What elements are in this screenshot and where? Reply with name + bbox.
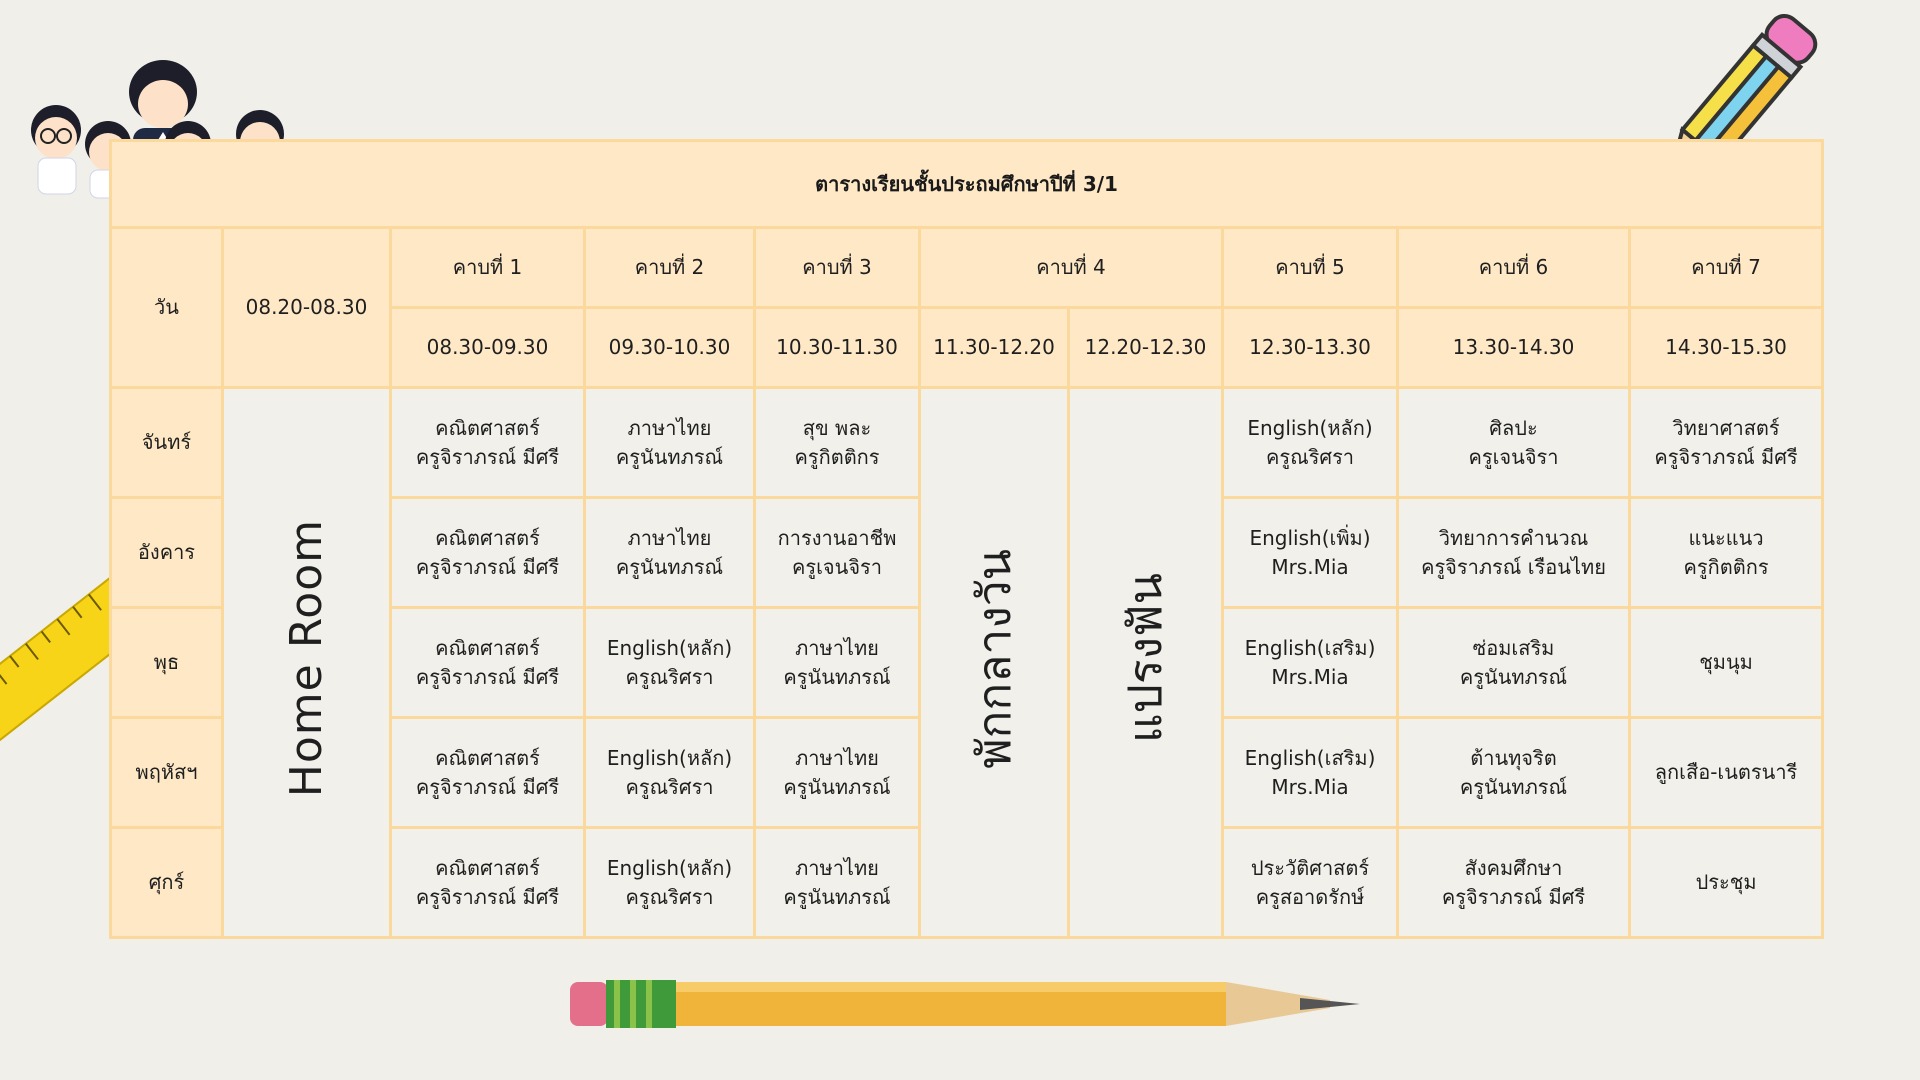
class-cell: ภาษาไทย ครูนันทภรณ์ — [585, 388, 755, 498]
class-cell: สังคมศึกษา ครูจิราภรณ์ มีศรี — [1398, 828, 1630, 938]
class-cell: English(เพิ่ม) Mrs.Mia — [1223, 498, 1398, 608]
period-header: คาบที่ 2 — [585, 228, 755, 308]
class-cell: English(หลัก) ครูณริศรา — [585, 718, 755, 828]
timetable — [109, 139, 1824, 939]
class-cell: คณิตศาสตร์ ครูจิราภรณ์ มีศรี — [391, 388, 585, 498]
time-header: 13.30-14.30 — [1398, 308, 1630, 388]
day-cell: อังคาร — [111, 498, 223, 608]
class-cell: คณิตศาสตร์ ครูจิราภรณ์ มีศรี — [391, 828, 585, 938]
class-cell: วิทยาศาสตร์ ครูจิราภรณ์ มีศรี — [1630, 388, 1823, 498]
time-header: 14.30-15.30 — [1630, 308, 1823, 388]
homeroom-time: 08.20-08.30 — [223, 228, 391, 388]
class-cell: ประชุม — [1630, 828, 1823, 938]
class-cell: ลูกเสือ-เนตรนารี — [1630, 718, 1823, 828]
class-cell: ซ่อมเสริม ครูนันทภรณ์ — [1398, 608, 1630, 718]
time-header: 12.20-12.30 — [1069, 308, 1223, 388]
class-cell: English(หลัก) ครูณริศรา — [1223, 388, 1398, 498]
table-row — [111, 388, 1823, 498]
homeroom-label: Home Room — [281, 519, 332, 798]
class-cell: วิทยาการคำนวณ ครูจิราภรณ์ เรือนไทย — [1398, 498, 1630, 608]
period-header: คาบที่ 3 — [755, 228, 920, 308]
class-cell: ภาษาไทย ครูนันทภรณ์ — [755, 608, 920, 718]
lunch-cell — [920, 388, 1069, 938]
day-cell: ศุกร์ — [111, 828, 223, 938]
lunch-label: พักกลางวัน — [966, 548, 1021, 769]
period-header: คาบที่ 6 — [1398, 228, 1630, 308]
class-cell: English(เสริม) Mrs.Mia — [1223, 608, 1398, 718]
class-cell: ชุมนุม — [1630, 608, 1823, 718]
time-header: 09.30-10.30 — [585, 308, 755, 388]
class-cell: ภาษาไทย ครูนันทภรณ์ — [755, 828, 920, 938]
class-cell: คณิตศาสตร์ ครูจิราภรณ์ มีศรี — [391, 718, 585, 828]
class-cell: แนะแนว ครูกิตติกร — [1630, 498, 1823, 608]
class-cell: ภาษาไทย ครูนันทภรณ์ — [755, 718, 920, 828]
day-cell: พฤหัสฯ — [111, 718, 223, 828]
class-cell: English(เสริม) Mrs.Mia — [1223, 718, 1398, 828]
period-header: คาบที่ 4 — [920, 228, 1223, 308]
class-cell: การงานอาชีพ ครูเจนจิรา — [755, 498, 920, 608]
period-header: คาบที่ 1 — [391, 228, 585, 308]
time-header: 11.30-12.20 — [920, 308, 1069, 388]
class-cell: คณิตศาสตร์ ครูจิราภรณ์ มีศรี — [391, 608, 585, 718]
brush-teeth-label: แปรงฟัน — [1118, 573, 1172, 744]
class-cell: สุข พละ ครูกิตติกร — [755, 388, 920, 498]
time-header: 12.30-13.30 — [1223, 308, 1398, 388]
homeroom-cell — [223, 388, 391, 938]
day-header: วัน — [111, 228, 223, 388]
class-cell: ประวัติศาสตร์ ครูสอาดรักษ์ — [1223, 828, 1398, 938]
class-cell: English(หลัก) ครูณริศรา — [585, 828, 755, 938]
class-cell: English(หลัก) ครูณริศรา — [585, 608, 755, 718]
pencil-icon — [570, 970, 1370, 1040]
time-header: 08.30-09.30 — [391, 308, 585, 388]
brush-teeth-cell — [1069, 388, 1223, 938]
day-cell: จันทร์ — [111, 388, 223, 498]
period-header: คาบที่ 7 — [1630, 228, 1823, 308]
class-cell: คณิตศาสตร์ ครูจิราภรณ์ มีศรี — [391, 498, 585, 608]
period-header: คาบที่ 5 — [1223, 228, 1398, 308]
class-cell: ภาษาไทย ครูนันทภรณ์ — [585, 498, 755, 608]
class-cell: ศิลปะ ครูเจนจิรา — [1398, 388, 1630, 498]
page-title: ตารางเรียนชั้นประถมศึกษาปีที่ 3/1 — [111, 141, 1823, 228]
time-header: 10.30-11.30 — [755, 308, 920, 388]
day-cell: พุธ — [111, 608, 223, 718]
class-cell: ต้านทุจริต ครูนันทภรณ์ — [1398, 718, 1630, 828]
